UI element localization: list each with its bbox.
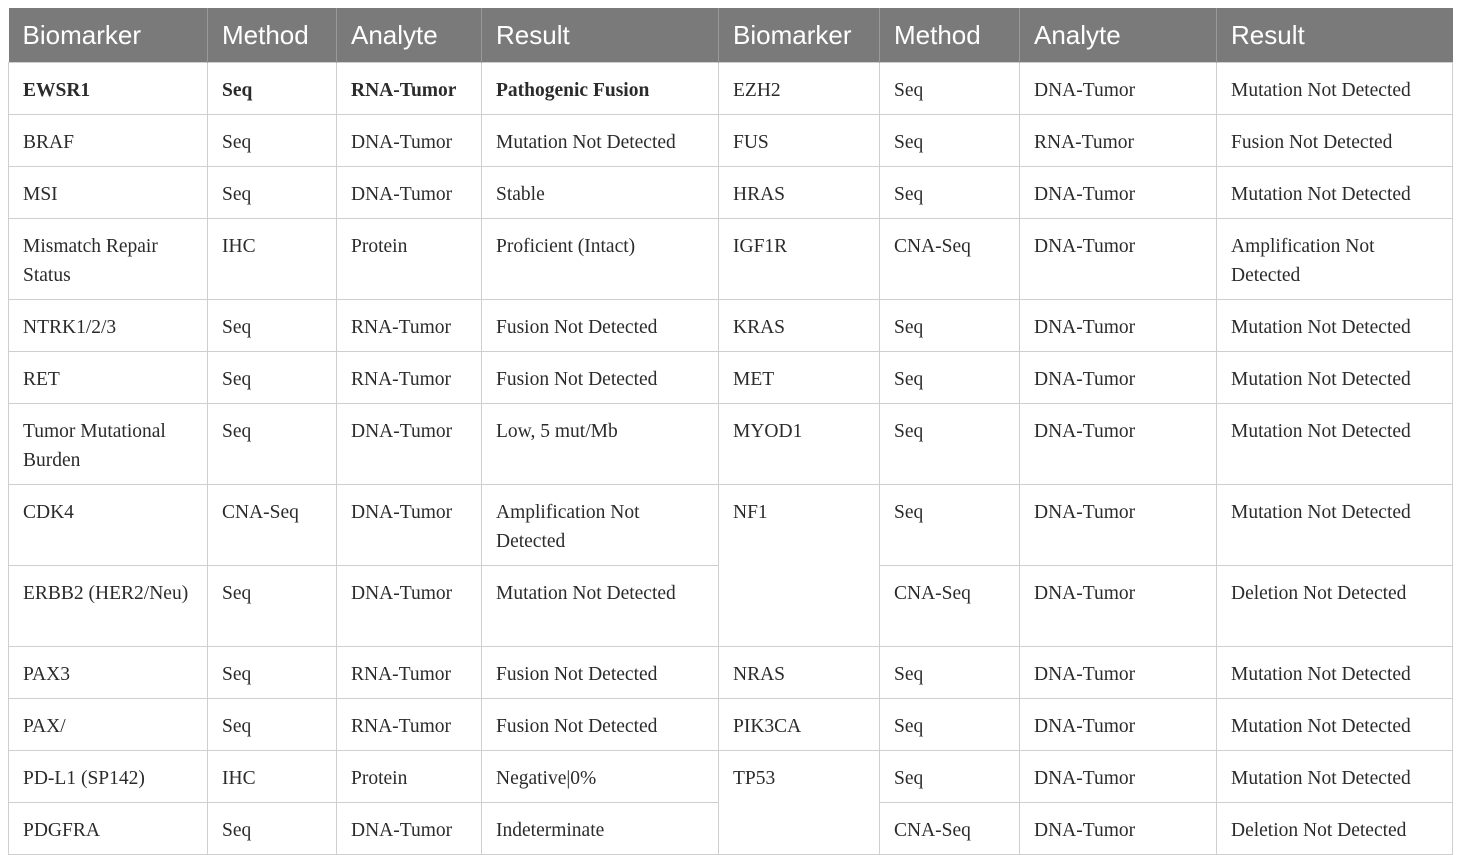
cell-analyte: DNA-Tumor [337,485,482,566]
cell-method: Seq [208,404,337,485]
cell-result-right: Mutation Not Detected [1217,404,1453,485]
cell-method: Seq [208,647,337,699]
cell-result: Low, 5 mut/Mb [482,404,719,485]
cell-biomarker-right: MET [719,352,880,404]
cell-result-right: Mutation Not Detected [1217,63,1453,115]
cell-biomarker: PD-L1 (SP142) [9,751,208,803]
cell-biomarker: PAX3 [9,647,208,699]
cell-method: Seq [208,352,337,404]
cell-method: Seq [208,803,337,855]
cell-result: Mutation Not Detected [482,115,719,167]
cell-analyte: RNA-Tumor [337,352,482,404]
cell-biomarker: PDGFRA [9,803,208,855]
cell-analyte-right: DNA-Tumor [1020,404,1217,485]
cell-biomarker-right: IGF1R [719,219,880,300]
cell-analyte-right: DNA-Tumor [1020,167,1217,219]
cell-result-right: Mutation Not Detected [1217,699,1453,751]
header-biomarker-right: Biomarker [719,8,880,63]
cell-method: Seq [208,115,337,167]
cell-method-right: Seq [880,485,1020,566]
cell-biomarker-right: NF1 [719,485,880,647]
cell-biomarker-right: KRAS [719,300,880,352]
cell-method-right: Seq [880,751,1020,803]
table-row [9,300,1453,352]
cell-analyte-right: DNA-Tumor [1020,803,1217,855]
cell-method-right: Seq [880,647,1020,699]
cell-biomarker: NTRK1/2/3 [9,300,208,352]
cell-analyte-right: DNA-Tumor [1020,566,1217,647]
header-row [9,8,1453,63]
cell-method-right: Seq [880,63,1020,115]
cell-result-right: Mutation Not Detected [1217,300,1453,352]
cell-method-right: Seq [880,300,1020,352]
table-row [9,63,1453,115]
cell-method: Seq [208,699,337,751]
cell-biomarker-right: EZH2 [719,63,880,115]
cell-method-right: Seq [880,404,1020,485]
cell-result: Fusion Not Detected [482,300,719,352]
cell-result-right: Mutation Not Detected [1217,647,1453,699]
cell-method-right: CNA-Seq [880,219,1020,300]
table-row [9,647,1453,699]
cell-analyte: DNA-Tumor [337,404,482,485]
cell-analyte-right: DNA-Tumor [1020,219,1217,300]
cell-biomarker: BRAF [9,115,208,167]
cell-biomarker-right: NRAS [719,647,880,699]
cell-result: Negative|0% [482,751,719,803]
cell-analyte: DNA-Tumor [337,566,482,647]
cell-biomarker-right: MYOD1 [719,404,880,485]
cell-biomarker: CDK4 [9,485,208,566]
header-analyte: Analyte [337,8,482,63]
cell-analyte-right: DNA-Tumor [1020,485,1217,566]
table-row [9,404,1453,485]
cell-biomarker-right: TP53 [719,751,880,855]
cell-analyte-right: DNA-Tumor [1020,699,1217,751]
cell-result-right: Deletion Not Detected [1217,566,1453,647]
cell-method-right: Seq [880,115,1020,167]
cell-biomarker: Tumor Mutational Burden [9,404,208,485]
cell-method-right: CNA-Seq [880,803,1020,855]
cell-method-right: Seq [880,167,1020,219]
cell-analyte: RNA-Tumor [337,647,482,699]
cell-analyte-right: DNA-Tumor [1020,751,1217,803]
table-row [9,751,1453,803]
cell-biomarker: PAX/ [9,699,208,751]
cell-result-right: Mutation Not Detected [1217,167,1453,219]
cell-method: Seq [208,63,337,115]
table-row [9,485,1453,566]
cell-result-right: Fusion Not Detected [1217,115,1453,167]
cell-result: Fusion Not Detected [482,647,719,699]
cell-result: Pathogenic Fusion [482,63,719,115]
cell-method-right: Seq [880,352,1020,404]
cell-analyte: RNA-Tumor [337,63,482,115]
cell-analyte: DNA-Tumor [337,115,482,167]
header-method: Method [208,8,337,63]
cell-analyte: Protein [337,219,482,300]
header-analyte-right: Analyte [1020,8,1217,63]
cell-biomarker-right: HRAS [719,167,880,219]
table-row [9,699,1453,751]
cell-analyte: Protein [337,751,482,803]
cell-result: Fusion Not Detected [482,699,719,751]
cell-result: Amplification Not Detected [482,485,719,566]
header-method-right: Method [880,8,1020,63]
cell-result-right: Amplification Not Detected [1217,219,1453,300]
cell-method: Seq [208,167,337,219]
cell-biomarker: RET [9,352,208,404]
cell-biomarker: ERBB2 (HER2/Neu) [9,566,208,647]
biomarker-table [8,8,1453,855]
cell-method-right: CNA-Seq [880,566,1020,647]
cell-analyte-right: DNA-Tumor [1020,647,1217,699]
cell-method: CNA-Seq [208,485,337,566]
cell-result-right: Deletion Not Detected [1217,803,1453,855]
cell-biomarker: MSI [9,167,208,219]
cell-method: IHC [208,219,337,300]
cell-biomarker: EWSR1 [9,63,208,115]
cell-analyte: DNA-Tumor [337,167,482,219]
cell-analyte: RNA-Tumor [337,699,482,751]
cell-analyte-right: DNA-Tumor [1020,300,1217,352]
cell-biomarker: Mismatch Repair Status [9,219,208,300]
cell-result-right: Mutation Not Detected [1217,751,1453,803]
header-result: Result [482,8,719,63]
cell-method: Seq [208,566,337,647]
cell-result-right: Mutation Not Detected [1217,485,1453,566]
header-result-right: Result [1217,8,1453,63]
cell-result: Proficient (Intact) [482,219,719,300]
cell-method-right: Seq [880,699,1020,751]
cell-analyte: RNA-Tumor [337,300,482,352]
table-row [9,219,1453,300]
cell-method: Seq [208,300,337,352]
cell-biomarker-right: PIK3CA [719,699,880,751]
table-row [9,167,1453,219]
cell-result: Stable [482,167,719,219]
cell-analyte-right: RNA-Tumor [1020,115,1217,167]
header-biomarker: Biomarker [9,8,208,63]
cell-analyte-right: DNA-Tumor [1020,352,1217,404]
cell-result-right: Mutation Not Detected [1217,352,1453,404]
cell-analyte: DNA-Tumor [337,803,482,855]
table-row [9,115,1453,167]
cell-result: Mutation Not Detected [482,566,719,647]
cell-biomarker-right: FUS [719,115,880,167]
cell-method: IHC [208,751,337,803]
cell-result: Fusion Not Detected [482,352,719,404]
cell-result: Indeterminate [482,803,719,855]
table-row [9,352,1453,404]
cell-analyte-right: DNA-Tumor [1020,63,1217,115]
